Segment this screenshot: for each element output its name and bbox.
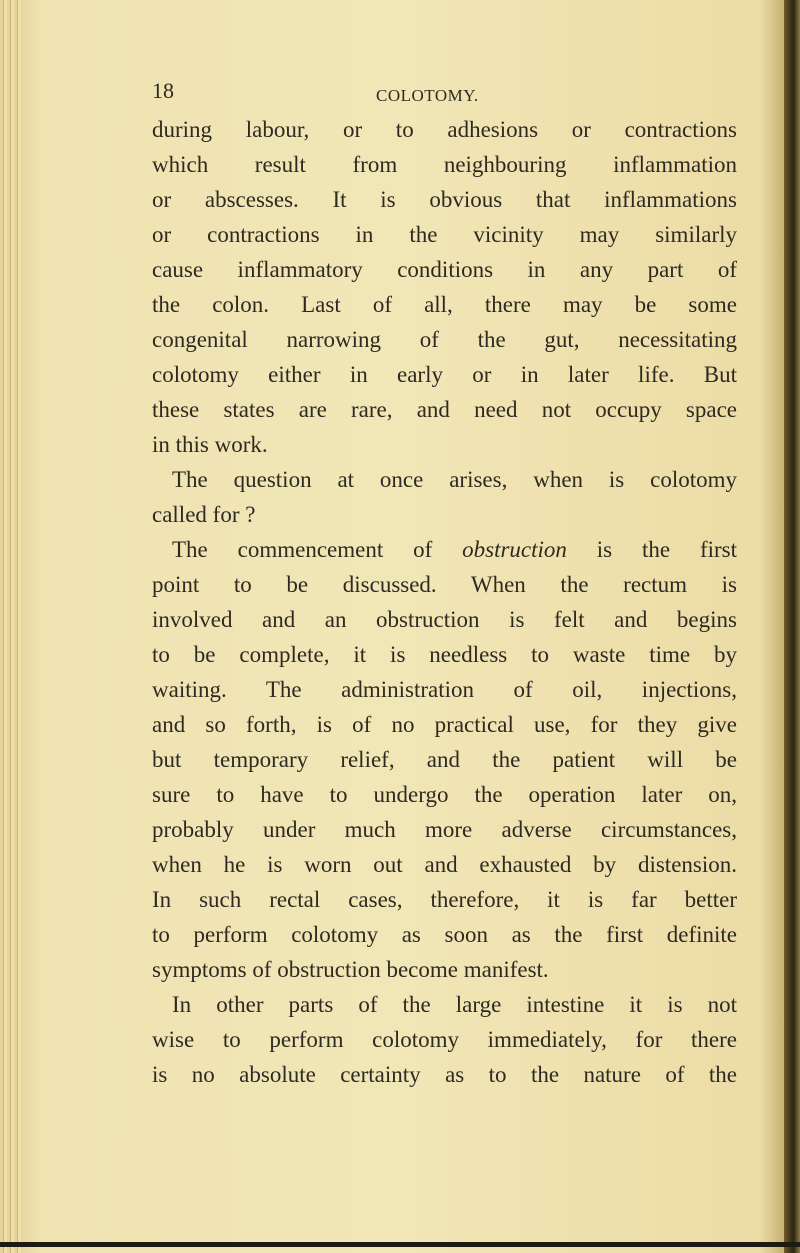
text-segment: The commencement of: [172, 537, 463, 562]
text-line: waiting. The administration of oil, injections,: [152, 677, 737, 702]
text-line: sure to have to undergo the operation later on,: [152, 782, 737, 807]
text-line: but temporary relief, and the patient will be: [152, 747, 737, 772]
text-line: or contractions in the vicinity may similarly: [152, 222, 737, 247]
text-line: The question at once arises, when is colotomy: [172, 467, 737, 492]
text-line: cause inflammatory conditions in any part of: [152, 257, 737, 282]
text-line: symptoms of obstruction become manifest.: [152, 957, 549, 982]
text-line: during labour, or to adhesions or contractions: [152, 117, 737, 142]
body-text: [152, 112, 737, 1092]
text-line: when he is worn out and exhausted by distension.: [152, 852, 737, 877]
text-line: colotomy either in early or in later life. But: [152, 362, 737, 387]
text-line: and so forth, is of no practical use, for they give: [152, 712, 737, 737]
text-line: called for ?: [152, 502, 256, 527]
page-gutter: [0, 0, 22, 1253]
text-line: is no absolute certainty as to the nature of the: [152, 1062, 737, 1087]
text-line: or abscesses. It is obvious that inflammations: [152, 187, 737, 212]
text-line: point to be discussed. When the rectum is: [152, 572, 737, 597]
text-line: in this work.: [152, 432, 268, 457]
text-line: wise to perform colotomy immediately, for there: [152, 1027, 737, 1052]
book-edge: [784, 0, 800, 1253]
text-line: probably under much more adverse circumstances,: [152, 817, 737, 842]
text-line: to perform colotomy as soon as the first definite: [152, 922, 737, 947]
text-line: to be complete, it is needless to waste time by: [152, 642, 737, 667]
text-line: involved and an obstruction is felt and begins: [152, 607, 737, 632]
text-line: these states are rare, and need not occupy space: [152, 397, 737, 422]
text-line: In other parts of the large intestine it is not: [172, 992, 737, 1017]
text-line: the colon. Last of all, there may be some: [152, 292, 737, 317]
bottom-rule: [0, 1242, 800, 1247]
italic-term: obstruction: [462, 537, 567, 562]
running-title: COLOTOMY.: [376, 86, 479, 105]
text-line: In such rectal cases, therefore, it is far better: [152, 887, 737, 912]
text-line: [152, 532, 737, 567]
text-segment: is the first: [566, 537, 737, 562]
text-line: congenital narrowing of the gut, necessitating: [152, 327, 737, 352]
text-line: which result from neighbouring inflammation: [152, 152, 737, 177]
page-number: 18: [152, 78, 174, 103]
